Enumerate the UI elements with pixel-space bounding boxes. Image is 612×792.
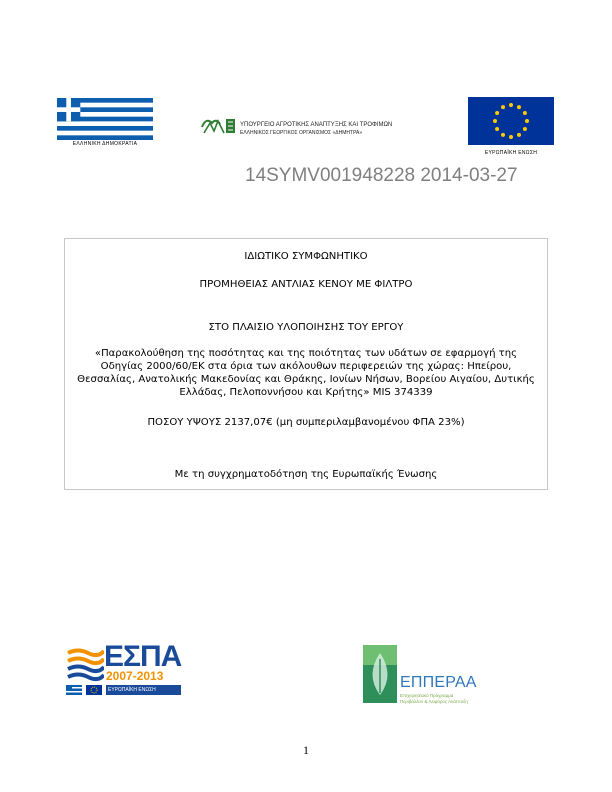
greek-republic-logo	[57, 98, 153, 148]
project-title: «Παρακολούθηση της ποσότητας και της ποιότητας των υδάτων σε εφαρμογή της Οδηγίας 2000/60/ΕΚ στα όρια των ακόλουθων περιφερειών της χώρας: Ηπείρου, Θεσσαλίας, Ανατολικής Μακεδονίας και Θράκης, Ιονίων Νήσων, Βορείου Αιγαίου, Δυτικής Ελλάδας, Πελοποννήσου και Κρήτης» MIS 374339	[77, 348, 535, 398]
document-type: ΙΔΙΩΤΙΚΟ ΣΥΜΦΩΝΗΤΙΚΟ	[244, 251, 368, 262]
cofinancing-line: Με τη συγχρηματοδότηση της Ευρωπαϊκής Ένωσης	[174, 469, 438, 480]
eu-flag-icon	[468, 97, 554, 145]
epperaa-name: ΕΠΠΕΡΑΑ	[400, 674, 477, 691]
eu-caption: ΕΥΡΩΠΑΪΚΗ ΕΝΩΣΗ	[484, 150, 538, 156]
strip-flags-icon	[66, 685, 106, 695]
espa-title: ΕΣΠΑ	[104, 640, 182, 673]
espa-flags-strip	[66, 685, 181, 695]
espa-years: 2007-2013	[106, 669, 164, 683]
ministry-name: ΥΠΟΥΡΓΕΙΟ ΑΓΡΟΤΙΚΗΣ ΑΝΑΠΤΥΞΗΣ ΚΑΙ ΤΡΟΦΙΜΩΝ	[240, 122, 393, 128]
amount-line: ΠΟΣΟΥ ΥΨΟΥΣ 2137,07€ (μη συμπεριλαμβανομένου ΦΠΑ 23%)	[147, 417, 465, 428]
page-number: 1	[303, 743, 309, 757]
project-context: ΣΤΟ ΠΛΑΙΣΙΟ ΥΛΟΠΟΙΗΣΗΣ ΤΟΥ ΕΡΓΟΥ	[208, 322, 404, 333]
ministry-logo	[200, 115, 415, 137]
espa-logo	[66, 640, 182, 697]
espa-waves-icon	[66, 647, 104, 683]
organisation-name: ΕΛΛΗΝΙΚΟΣ ΓΕΩΡΓΙΚΟΣ ΟΡΓΑΝΙΣΜΟΣ «ΔΗΜΗΤΡΑ»	[240, 130, 363, 136]
epperaa-logo	[363, 645, 488, 705]
procurement-subject: ΠΡΟΜΗΘΕΙΑΣ ΑΝΤΛΙΑΣ ΚΕΝΟΥ ΜΕ ΦΙΛΤΡΟ	[199, 279, 413, 290]
epperaa-subtitle-1: Επιχειρησιακό Πρόγραμμα	[400, 693, 454, 698]
epperaa-emblem-icon	[363, 645, 397, 703]
greek-republic-caption: ΕΛΛΗΝΙΚΗ ΔΗΜΟΚΡΑΤΙΑ	[72, 141, 138, 147]
greek-flag-icon	[57, 98, 153, 140]
epperaa-subtitle-2: Περιβάλλον & Αειφόρος Ανάπτυξη	[400, 699, 468, 704]
document-code: 14SYMV001948228 2014-03-27	[245, 165, 518, 186]
eu-logo	[468, 97, 554, 156]
title-box	[64, 238, 548, 490]
ministry-emblem-icon	[200, 115, 238, 137]
espa-strip-text: ΕΥΡΩΠΑΪΚΗ ΕΝΩΣΗ	[108, 687, 156, 693]
